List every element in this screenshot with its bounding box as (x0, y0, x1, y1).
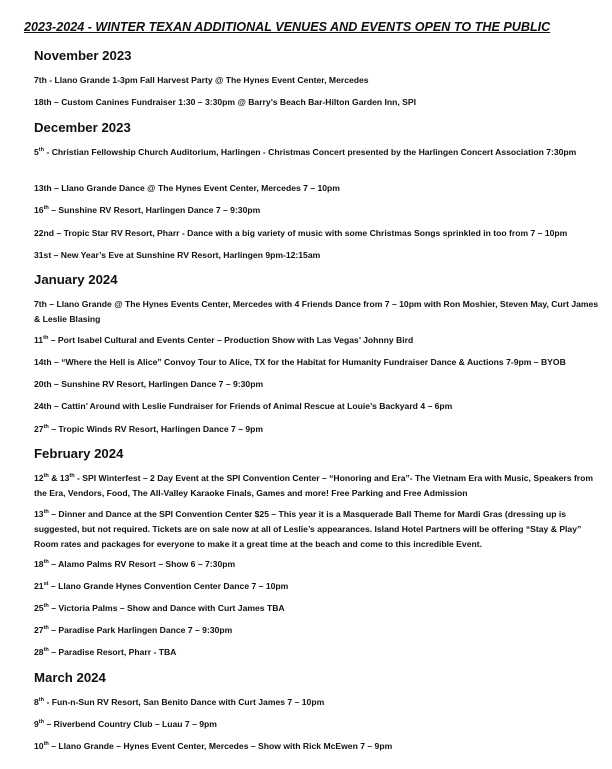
list-item: 11th – Port Isabel Cultural and Events Center – Production Show with Las Vegas’ Johnny Bird (34, 335, 414, 345)
list-item: 14th – “Where the Hell is Alice” Convoy Tour to Alice, TX for the Habitat for Humanity Fundraiser Dance & Auctions 7-9pm – BYOB (34, 357, 566, 367)
list-item: 8th - Fun-n-Sun RV Resort, San Benito Dance with Curt James 7 – 10pm (34, 697, 325, 707)
list-item: 10th – Llano Grande – Hynes Event Center, Mercedes – Show with Rick McEwen 7 – 9pm (34, 741, 393, 751)
month-heading-february: February 2024 (34, 446, 124, 461)
list-item: 31st – New Year’s Eve at Sunshine RV Resort, Harlingen 9pm-12:15am (34, 250, 321, 260)
list-item: 24th – Cattin’ Around with Leslie Fundraiser for Friends of Animal Rescue at Louie’s Backyard 4 – 6pm (34, 401, 453, 411)
list-item: 18th – Custom Canines Fundraiser 1:30 – 3:30pm @ Barry’s Beach Bar-Hilton Garden Inn, SPI (34, 97, 416, 107)
list-item: 13th – Dinner and Dance at the SPI Convention Center $25 – This year it is a Masquerade Ball Theme for Mardi Gras (dressing up is suggested, but not required. Tickets are on sale now at all of Leslie’s appearances. Island Hotel Partners will be offering “Stay & Play” Room rates and packages for everyone to make it a great time at the beach and come to this incredible Event. (34, 509, 582, 549)
list-item: 7th – Llano Grande @ The Hynes Events Center, Mercedes with 4 Friends Dance from 7 – 10pm with Ron Moshier, Steven May, Curt James & Leslie Blasing (34, 299, 599, 324)
list-item: 28th – Paradise Resort, Pharr - TBA (34, 647, 177, 657)
list-item: 13th – Llano Grande Dance @ The Hynes Event Center, Mercedes 7 – 10pm (34, 183, 340, 193)
month-heading-january: January 2024 (34, 272, 118, 287)
month-heading-march: March 2024 (34, 670, 106, 685)
list-item: 9th – Riverbend Country Club – Luau 7 – 9pm (34, 719, 217, 729)
list-item: 5th - Christian Fellowship Church Auditorium, Harlingen - Christmas Concert presented by the Harlingen Concert Association 7:30pm (34, 147, 577, 157)
list-item: 16th – Sunshine RV Resort, Harlingen Dance 7 – 9:30pm (34, 205, 261, 215)
month-heading-december: December 2023 (34, 120, 131, 135)
list-item: 25th – Victoria Palms – Show and Dance with Curt James TBA (34, 603, 285, 613)
list-item: 22nd – Tropic Star RV Resort, Pharr - Dance with a big variety of music with some Christmas Songs sprinkled in too from 7 – 10pm (34, 228, 568, 238)
month-heading-november: November 2023 (34, 48, 132, 63)
list-item: 20th – Sunshine RV Resort, Harlingen Dance 7 – 9:30pm (34, 379, 264, 389)
page-title: 2023-2024 - WINTER TEXAN ADDITIONAL VENUES AND EVENTS OPEN TO THE PUBLIC (24, 20, 551, 34)
list-item: 12th & 13th - SPI Winterfest – 2 Day Event at the SPI Convention Center – “Honoring and Era”- The Vietnam Era with Music, Speakers from the Era, Vendors, Food, The All-Valley Karaoke Finals, Games and more! Free Parking and Free Admission (34, 473, 594, 498)
list-item: 21st – Llano Grande Hynes Convention Center Dance 7 – 10pm (34, 581, 289, 591)
list-item: 27th – Paradise Park Harlingen Dance 7 – 9:30pm (34, 625, 233, 635)
list-item: 27th – Tropic Winds RV Resort, Harlingen Dance 7 – 9pm (34, 424, 264, 434)
list-item: 7th - Llano Grande 1-3pm Fall Harvest Party @ The Hynes Event Center, Mercedes (34, 75, 369, 85)
list-item: 18th – Alamo Palms RV Resort – Show 6 – 7:30pm (34, 559, 236, 569)
